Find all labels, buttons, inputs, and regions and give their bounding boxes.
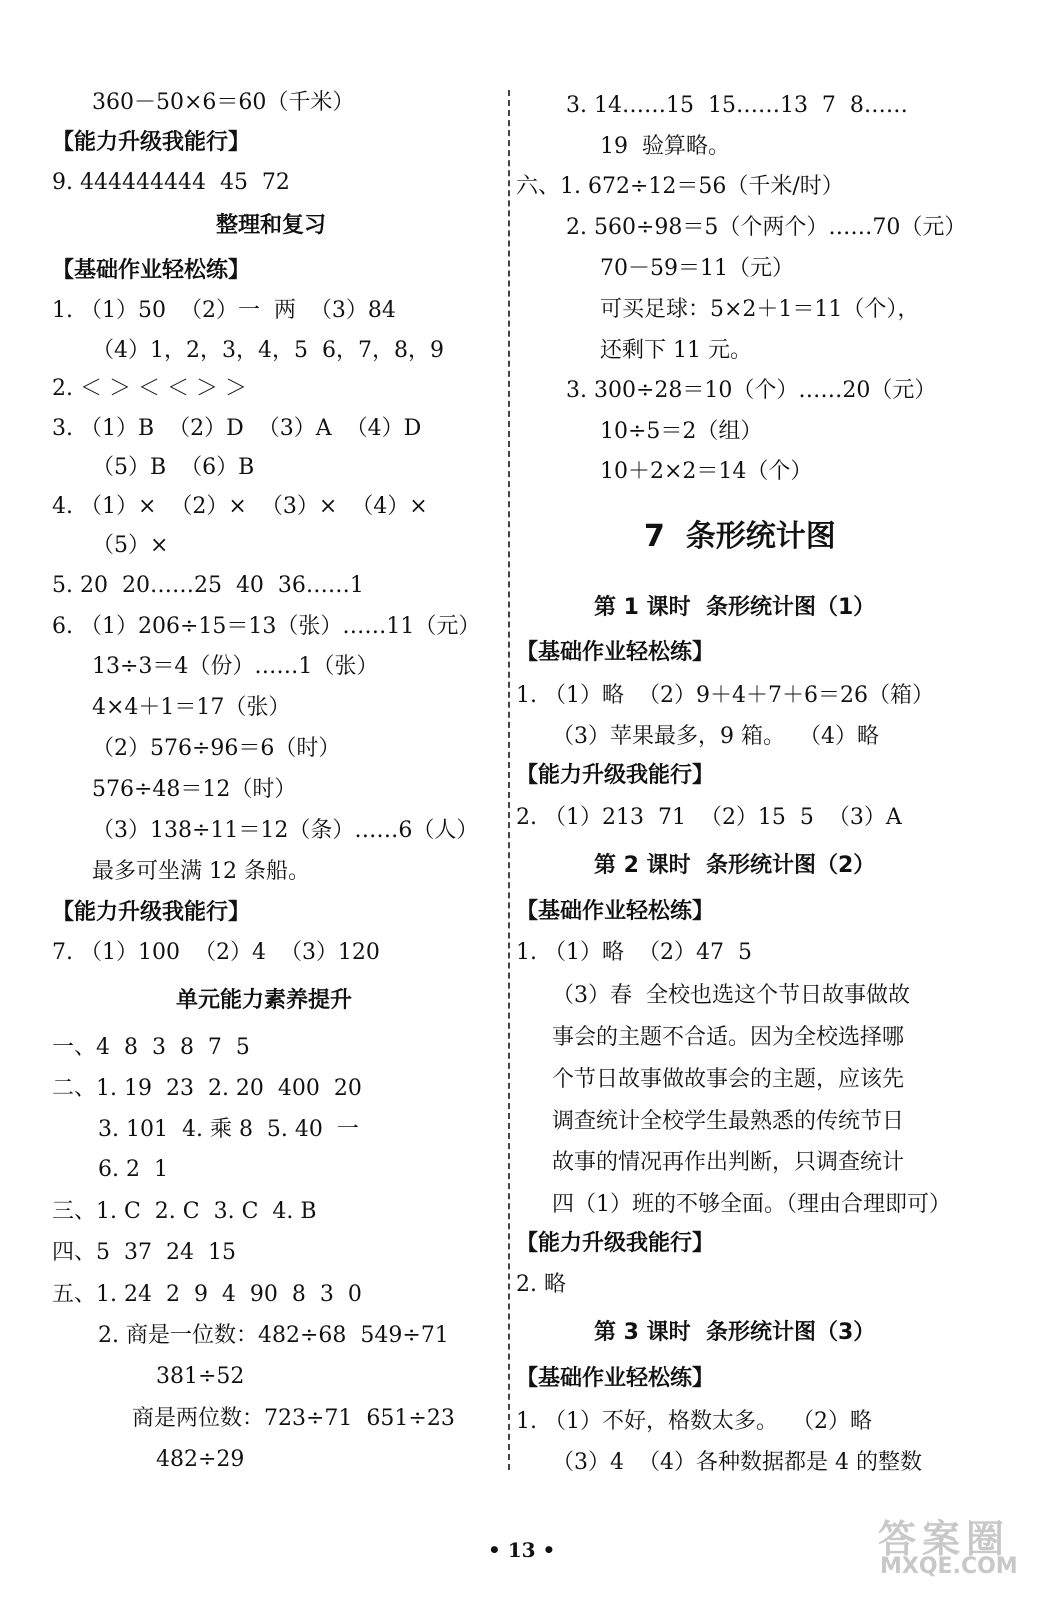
section-heading: 第 2 课时 条形统计图（2） bbox=[594, 853, 876, 878]
answer-line: 一、4 8 3 8 7 5 bbox=[52, 1035, 250, 1060]
answer-line: 70－59＝11（元） bbox=[600, 256, 794, 281]
answer-line: 3. （1）B （2）D （3）A （4）D bbox=[52, 416, 422, 441]
section-heading: 【基础作业轻松练】 bbox=[516, 899, 715, 924]
page-number: • 13 • bbox=[488, 1538, 556, 1562]
answer-line: 576÷48＝12（时） bbox=[92, 777, 297, 802]
answer-line: （4）1，2，3，4，5 6，7，8，9 bbox=[92, 338, 444, 363]
answer-line: 六、1. 672÷12＝56（千米/时） bbox=[516, 174, 844, 199]
answer-line: 6. 2 1 bbox=[98, 1157, 168, 1182]
section-heading: 【能力升级我能行】 bbox=[52, 130, 251, 155]
answer-line: 1. （1）不好，格数太多。 （2）略 bbox=[516, 1409, 872, 1434]
chapter-title: 7 条形统计图 bbox=[644, 519, 836, 554]
answer-line: 3. 101 4. 乘 8 5. 40 一 bbox=[98, 1117, 359, 1142]
answer-line: 4. （1）× （2）× （3）× （4）× bbox=[52, 494, 428, 519]
answer-line: 5. 20 20……25 40 36……1 bbox=[52, 573, 364, 598]
answer-line: 调查统计全校学生最熟悉的传统节日 bbox=[552, 1109, 905, 1134]
answer-line: 10÷5＝2（组） bbox=[600, 419, 763, 444]
section-heading: 整理和复习 bbox=[216, 213, 327, 238]
answer-line: 商是两位数：723÷71 651÷23 bbox=[132, 1406, 455, 1431]
answer-line: 360－50×6＝60（千米） bbox=[92, 90, 355, 115]
answer-line: 三、1. C 2. C 3. C 4. B bbox=[52, 1199, 317, 1224]
answer-line: 1. （1）略 （2）47 5 bbox=[516, 940, 752, 965]
answer-line: 还剩下 11 元。 bbox=[600, 338, 752, 363]
section-heading: 【基础作业轻松练】 bbox=[52, 258, 251, 283]
answer-line: 381÷52 bbox=[156, 1364, 245, 1389]
answer-line: 2. 商是一位数：482÷68 549÷71 bbox=[98, 1323, 449, 1348]
answer-line: 四（1）班的不够全面。（理由合理即可） bbox=[552, 1192, 951, 1217]
answer-line: 2. 560÷98＝5（个两个）……70（元） bbox=[566, 215, 967, 240]
section-heading: 第 3 课时 条形统计图（3） bbox=[594, 1320, 876, 1345]
answer-line: （2）576÷96＝6（时） bbox=[92, 736, 341, 761]
answer-line: （3）苹果最多，9 箱。 （4）略 bbox=[552, 724, 879, 749]
answer-line: 9. 444444444 45 72 bbox=[52, 170, 290, 195]
answer-line: （3）138÷11＝12（条）……6（人） bbox=[92, 818, 479, 843]
answer-line: 19 验算略。 bbox=[600, 134, 730, 159]
section-heading: 【能力升级我能行】 bbox=[516, 763, 715, 788]
section-heading: 第 1 课时 条形统计图（1） bbox=[594, 595, 876, 620]
answer-line: 2. （1）213 71 （2）15 5 （3）A bbox=[516, 805, 902, 830]
section-heading: 【能力升级我能行】 bbox=[52, 900, 251, 925]
watermark-domain: MXQE.COM bbox=[880, 1554, 1018, 1579]
answer-line: （3）4 （4）各种数据都是 4 的整数 bbox=[552, 1450, 922, 1475]
column-divider bbox=[508, 90, 510, 1470]
answer-line: 6. （1）206÷15＝13（张）……11（元） bbox=[52, 614, 481, 639]
answer-line: 二、1. 19 23 2. 20 400 20 bbox=[52, 1076, 362, 1101]
section-heading: 【基础作业轻松练】 bbox=[516, 640, 715, 665]
answer-line: 7. （1）100 （2）4 （3）120 bbox=[52, 940, 380, 965]
section-heading: 【基础作业轻松练】 bbox=[516, 1366, 715, 1391]
answer-line: 3. 14……15 15……13 7 8…… bbox=[566, 93, 908, 118]
answer-line: 13÷3＝4（份）……1（张） bbox=[92, 654, 379, 679]
answer-line: 1. （1）50 （2）一 两 （3）84 bbox=[52, 298, 396, 323]
section-heading: 【能力升级我能行】 bbox=[516, 1231, 715, 1256]
answer-line: 3. 300÷28＝10（个）……20（元） bbox=[566, 378, 937, 403]
watermark-logo bbox=[878, 1508, 1038, 1588]
watermark-text: 答案圈 bbox=[878, 1517, 1011, 1561]
answer-line: 1. （1）略 （2）9＋4＋7＋6＝26（箱） bbox=[516, 683, 934, 708]
answer-line: 10＋2×2＝14（个） bbox=[600, 459, 813, 484]
answer-line: 2. 略 bbox=[516, 1272, 566, 1297]
answer-line: 事会的主题不合适。因为全校选择哪 bbox=[552, 1025, 905, 1050]
answer-line: 482÷29 bbox=[156, 1447, 245, 1472]
answer-line: 个节日故事做故事会的主题，应该先 bbox=[552, 1067, 905, 1092]
answer-line: 最多可坐满 12 条船。 bbox=[92, 859, 310, 884]
answer-line: （3）春 全校也选这个节日故事做故 bbox=[552, 983, 910, 1008]
answer-line: 4×4＋1＝17（张） bbox=[92, 695, 291, 720]
answer-line: （5）× bbox=[92, 533, 169, 558]
answer-line: 五、1. 24 2 9 4 90 8 3 0 bbox=[52, 1282, 362, 1307]
section-heading: 单元能力素养提升 bbox=[176, 988, 353, 1013]
answer-line: 故事的情况再作出判断，只调查统计 bbox=[552, 1150, 905, 1175]
answer-line: 2. ＜ ＞ ＜ ＜ ＞ ＞ bbox=[52, 376, 247, 401]
answer-line: 可买足球：5×2＋1＝11（个）， bbox=[600, 297, 920, 322]
answer-line: （5）B （6）B bbox=[92, 455, 255, 480]
answer-line: 四、5 37 24 15 bbox=[52, 1240, 236, 1265]
